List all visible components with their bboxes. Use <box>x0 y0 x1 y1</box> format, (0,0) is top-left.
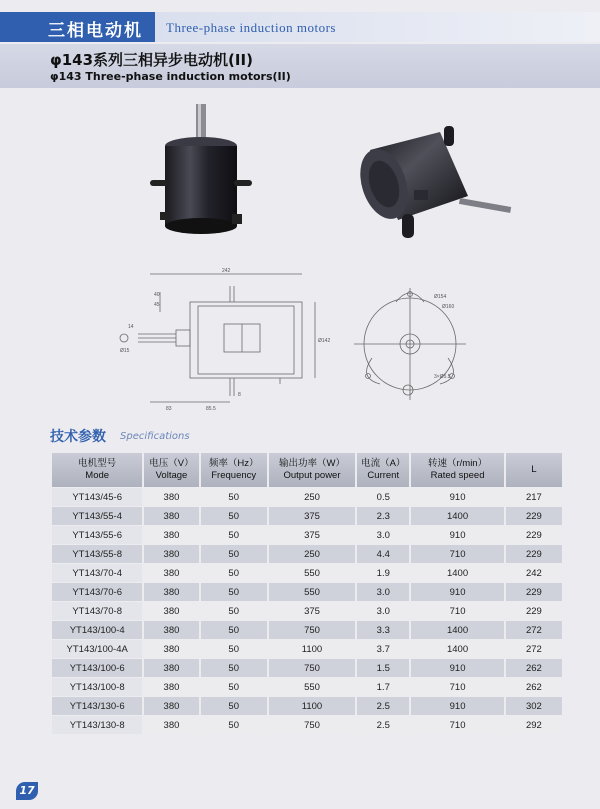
table-cell: 50 <box>201 564 267 582</box>
table-cell: YT143/70-6 <box>52 583 142 601</box>
page-subtitle: φ143 Three-phase induction motors(II) <box>50 70 291 83</box>
table-cell: 380 <box>144 621 198 639</box>
col-header-speed: 转速（r/min） Rated speed <box>411 453 503 487</box>
table-cell: YT143/70-8 <box>52 602 142 620</box>
table-cell: 750 <box>269 659 355 677</box>
table-cell: 250 <box>269 488 355 506</box>
dim-shaft-dia: Ø15 <box>120 348 130 354</box>
table-cell: 50 <box>201 621 267 639</box>
table-cell: 375 <box>269 507 355 525</box>
col-header-model: 电机型号 Mode <box>52 453 142 487</box>
table-cell: 380 <box>144 583 198 601</box>
table-cell: YT143/45-6 <box>52 488 142 506</box>
table-cell: 50 <box>201 659 267 677</box>
category-title: 三相电动机 <box>48 21 143 41</box>
table-cell: 50 <box>201 640 267 658</box>
table-cell: 375 <box>269 602 355 620</box>
table-cell: 910 <box>411 488 503 506</box>
table-cell: 375 <box>269 526 355 544</box>
table-cell: 50 <box>201 716 267 734</box>
dim-shaft: 14 <box>128 324 134 330</box>
table-cell: 302 <box>506 697 562 715</box>
motor-photo-side <box>340 120 520 250</box>
table-cell: 50 <box>201 697 267 715</box>
table-cell: YT143/130-6 <box>52 697 142 715</box>
table-cell: 1.5 <box>357 659 409 677</box>
table-cell: 1400 <box>411 564 503 582</box>
table-cell: 710 <box>411 716 503 734</box>
table-cell: YT143/100-4 <box>52 621 142 639</box>
table-cell: 380 <box>144 716 198 734</box>
table-row <box>52 526 562 544</box>
table-cell: 550 <box>269 583 355 601</box>
col-header-current: 电流（A） Current <box>357 453 409 487</box>
dim-83: 83 <box>166 406 172 412</box>
table-cell: 50 <box>201 507 267 525</box>
table-cell: YT143/130-8 <box>52 716 142 734</box>
table-cell: YT143/100-8 <box>52 678 142 696</box>
table-header-row <box>52 453 562 487</box>
table-cell: 750 <box>269 716 355 734</box>
table-cell: 50 <box>201 602 267 620</box>
table-cell: 3.3 <box>357 621 409 639</box>
dim-45: 45 <box>154 302 160 308</box>
table-cell: YT143/70-4 <box>52 564 142 582</box>
specs-subtitle: Specifications <box>120 431 190 442</box>
table-cell: YT143/55-4 <box>52 507 142 525</box>
dim-85: 85.5 <box>206 406 216 412</box>
dim-8: 8 <box>238 392 241 398</box>
table-row <box>52 716 562 734</box>
table-cell: 1400 <box>411 507 503 525</box>
table-cell: 229 <box>506 583 562 601</box>
motor-photo-front <box>140 104 260 244</box>
table-row <box>52 583 562 601</box>
dim-40: 40 <box>154 292 160 298</box>
page-number: 17 <box>16 782 38 800</box>
dim-154: Ø154 <box>434 294 447 300</box>
table-cell: 380 <box>144 507 198 525</box>
table-row <box>52 602 562 620</box>
table-cell: 229 <box>506 507 562 525</box>
col-header-length: L <box>506 453 562 487</box>
table-cell: 380 <box>144 488 198 506</box>
table-cell: YT143/100-6 <box>52 659 142 677</box>
col-header-voltage: 电压（V） Voltage <box>144 453 198 487</box>
table-cell: 2.3 <box>357 507 409 525</box>
table-cell: 1100 <box>269 697 355 715</box>
table-cell: 292 <box>506 716 562 734</box>
table-cell: YT143/100-4A <box>52 640 142 658</box>
table-row <box>52 545 562 563</box>
table-cell: 710 <box>411 545 503 563</box>
table-cell: 710 <box>411 678 503 696</box>
specs-table-body <box>52 488 562 734</box>
table-cell: 50 <box>201 526 267 544</box>
table-cell: 1.7 <box>357 678 409 696</box>
table-cell: 50 <box>201 678 267 696</box>
table-cell: 250 <box>269 545 355 563</box>
table-cell: 910 <box>411 526 503 544</box>
table-cell: 229 <box>506 602 562 620</box>
table-cell: 710 <box>411 602 503 620</box>
table-cell: 380 <box>144 640 198 658</box>
table-cell: YT143/55-6 <box>52 526 142 544</box>
dim-160: Ø160 <box>442 304 455 310</box>
table-cell: 3.0 <box>357 583 409 601</box>
table-cell: 380 <box>144 545 198 563</box>
table-row <box>52 659 562 677</box>
table-cell: 229 <box>506 545 562 563</box>
dim-top: 242 <box>222 268 231 274</box>
table-cell: 272 <box>506 640 562 658</box>
table-row <box>52 621 562 639</box>
table-cell: 272 <box>506 621 562 639</box>
table-row <box>52 678 562 696</box>
table-cell: 380 <box>144 678 198 696</box>
table-row <box>52 488 562 506</box>
table-cell: 3.7 <box>357 640 409 658</box>
table-cell: 380 <box>144 564 198 582</box>
table-cell: 242 <box>506 564 562 582</box>
table-cell: 750 <box>269 621 355 639</box>
table-cell: 50 <box>201 583 267 601</box>
table-cell: 50 <box>201 488 267 506</box>
page-title: φ143系列三相异步电动机(II) <box>50 51 253 69</box>
table-cell: 380 <box>144 697 198 715</box>
dimension-drawing-side <box>110 266 340 416</box>
table-row <box>52 507 562 525</box>
table-cell: 550 <box>269 678 355 696</box>
table-cell: 550 <box>269 564 355 582</box>
table-cell: 229 <box>506 526 562 544</box>
table-cell: 0.5 <box>357 488 409 506</box>
table-cell: 1.9 <box>357 564 409 582</box>
table-cell: 50 <box>201 545 267 563</box>
table-cell: 3.0 <box>357 602 409 620</box>
col-header-power: 输出功率（W） Output power <box>269 453 355 487</box>
dimension-drawing-front <box>350 280 490 410</box>
table-cell: 1100 <box>269 640 355 658</box>
table-cell: 1400 <box>411 621 503 639</box>
table-cell: 3.0 <box>357 526 409 544</box>
table-cell: 1400 <box>411 640 503 658</box>
category-subtitle: Three-phase induction motors <box>166 20 336 35</box>
specs-title: 技术参数 <box>50 429 106 445</box>
table-cell: 910 <box>411 697 503 715</box>
table-cell: 380 <box>144 526 198 544</box>
table-cell: 2.5 <box>357 697 409 715</box>
table-cell: 910 <box>411 583 503 601</box>
table-row <box>52 564 562 582</box>
table-cell: 910 <box>411 659 503 677</box>
table-cell: 380 <box>144 659 198 677</box>
table-cell: 4.4 <box>357 545 409 563</box>
table-cell: 380 <box>144 602 198 620</box>
col-header-frequency: 频率（Hz） Frequency <box>201 453 267 487</box>
table-row <box>52 640 562 658</box>
table-cell: 262 <box>506 659 562 677</box>
dim-body-dia: Ø142 <box>318 338 331 344</box>
specs-table <box>50 452 564 735</box>
table-cell: 262 <box>506 678 562 696</box>
dim-holes: 3×Ø5.5 <box>434 374 451 380</box>
table-row <box>52 697 562 715</box>
table-cell: 217 <box>506 488 562 506</box>
table-cell: YT143/55-8 <box>52 545 142 563</box>
table-cell: 2.5 <box>357 716 409 734</box>
